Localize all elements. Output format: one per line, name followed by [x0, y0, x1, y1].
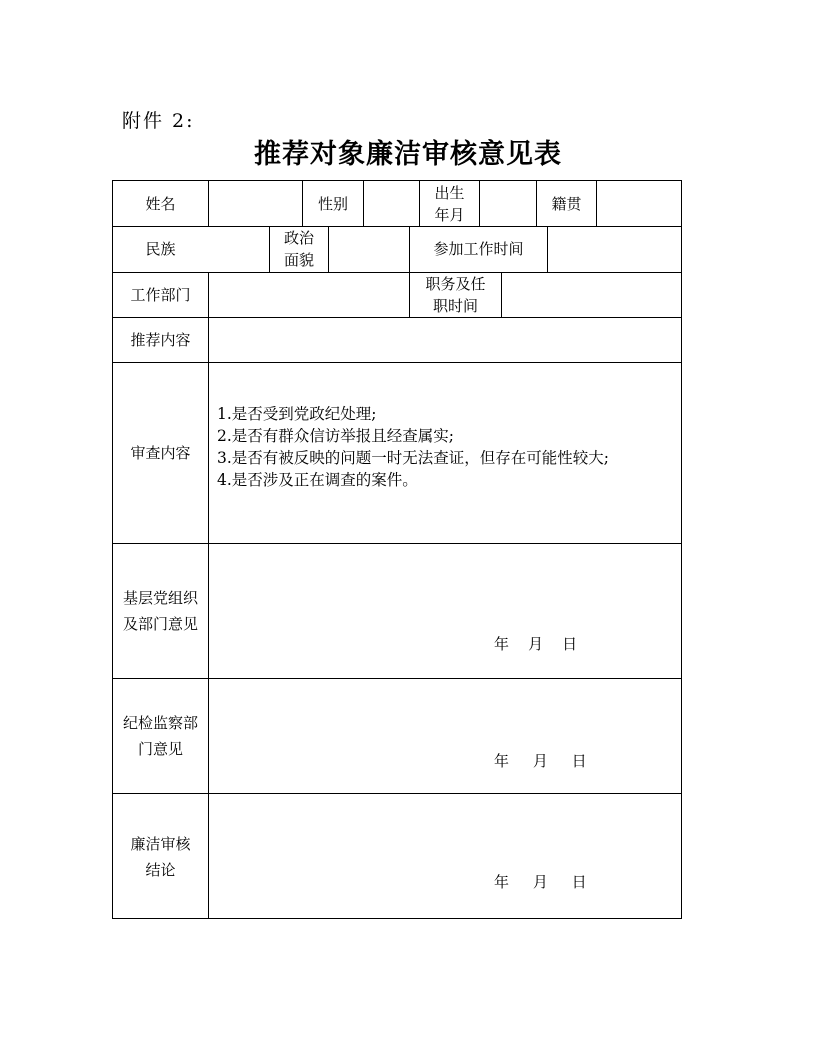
political-status-field[interactable] [329, 226, 409, 272]
recommend-content-field[interactable] [209, 317, 681, 362]
review-form-table [112, 180, 682, 919]
position-label-line2: 职时间 [432, 296, 478, 315]
position-tenure-field[interactable] [502, 272, 681, 317]
origin-label: 籍贯 [551, 194, 582, 213]
integrity-conclusion-label [113, 793, 208, 918]
review-item: 2.是否有群众信访举报且经查属实; [217, 427, 455, 445]
birth-label-line2: 年月 [434, 205, 465, 224]
review-item: 4.是否涉及正在调查的案件。 [217, 471, 418, 489]
political-status-label [270, 226, 328, 272]
review-item: 1.是否受到党政纪处理; [217, 405, 377, 423]
discipline-label-line1: 纪检监察部 [122, 713, 198, 732]
integrity-conclusion-date: 年 月 日 [494, 873, 587, 891]
party-org-opinion-field[interactable] [209, 543, 681, 678]
birth-date-label [420, 181, 479, 226]
birth-date-field[interactable] [480, 181, 536, 226]
gender-label: 性别 [317, 194, 348, 213]
birth-label-line1: 出生 [434, 183, 465, 202]
integrity-conclusion-field[interactable] [209, 793, 681, 918]
discipline-label-line2: 门意见 [137, 739, 183, 758]
discipline-opinion-label [113, 678, 208, 793]
review-content-label: 审查内容 [130, 443, 191, 462]
gender-field[interactable] [364, 181, 419, 226]
integrity-label-line1: 廉洁审核 [130, 835, 191, 853]
party-org-opinion-label [113, 543, 208, 678]
political-label-line2: 面貌 [283, 251, 314, 269]
name-label: 姓名 [145, 194, 176, 213]
discipline-opinion-field[interactable] [209, 678, 681, 793]
form-title: 推荐对象廉洁审核意见表 [254, 139, 562, 170]
origin-field[interactable] [597, 181, 681, 226]
department-field[interactable] [209, 272, 409, 317]
ethnicity-field[interactable] [209, 226, 269, 272]
integrity-label-line2: 结论 [145, 861, 176, 879]
review-item: 3.是否有被反映的问题一时无法查证，但存在可能性较大; [217, 449, 610, 467]
ethnicity-label: 民族 [145, 240, 176, 258]
attachment-label: 附件 2: [122, 110, 195, 132]
position-tenure-label [410, 272, 501, 317]
review-items-list [217, 403, 675, 491]
name-field[interactable] [209, 181, 302, 226]
position-label-line1: 职务及任 [425, 274, 486, 293]
political-label-line1: 政治 [283, 229, 314, 247]
party-org-label-line2: 及部门意见 [122, 614, 198, 633]
work-start-label: 参加工作时间 [433, 240, 524, 258]
work-start-field[interactable] [548, 226, 681, 272]
party-org-opinion-date: 年 月 日 [494, 635, 578, 653]
party-org-label-line1: 基层党组织 [122, 588, 198, 607]
recommend-content-label: 推荐内容 [130, 330, 191, 349]
department-label: 工作部门 [130, 285, 191, 304]
discipline-opinion-date: 年 月 日 [494, 752, 587, 770]
